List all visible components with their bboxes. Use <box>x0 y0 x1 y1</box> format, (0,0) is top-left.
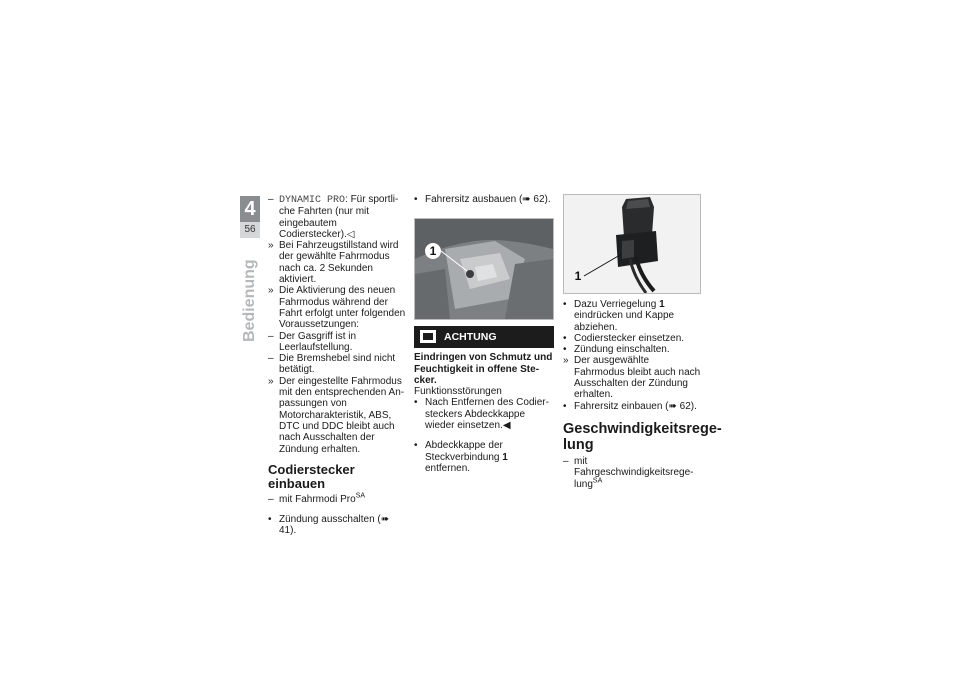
column-1 <box>268 194 406 537</box>
list-item: » Die Aktivierung des neuen Fahrmodus während der Fahrt erfolgt unter folgenden Voraussetzungen: <box>268 285 406 331</box>
list-item: – DYNAMIC PRO: Für sportliche Fahrten (nur mit eingebautem Codierstecker).◁ <box>268 194 399 240</box>
list-item: • Fahrersitz einbauen (➠ 62). <box>563 400 697 412</box>
list-item: • Zündung einschalten. <box>563 344 670 356</box>
chapter-number: 4 <box>240 196 260 222</box>
list-item: » Der eingestellte Fahrmodus mit den entsprechenden Anpassungen von Motorcharakteristik, ABS, DTC und DDC bleibt auch nach Ausschalten der Zündung erhalten. <box>268 375 405 455</box>
list-item: • Zündung ausschalten (➠ 41). <box>268 514 390 537</box>
page-number: 56 <box>240 222 260 238</box>
column-3 <box>563 194 722 490</box>
warning-title: Eindringen von Schmutz und Feuchtigkeit in offene Stecker. <box>414 352 553 386</box>
connector-photo <box>563 194 701 294</box>
list-item: – Die Bremshebel sind nicht betätigt. <box>268 353 396 376</box>
list-item: • Fahrersitz ausbauen (➠ 62). <box>414 194 551 205</box>
list-item: • Nach Entfernen des Codiersteckers Abdeckkappe wieder einsetzen.◀ <box>414 397 549 432</box>
warning-subtitle: Funktionsstörungen <box>414 386 502 398</box>
photo-illustration <box>415 219 553 319</box>
list-item: – mit Fahrmodi Pro$^{SA}$ <box>268 492 366 505</box>
list-item: • Codierstecker einsetzen. <box>563 332 685 344</box>
section-label: Bedienung <box>241 259 258 342</box>
mode-name: DYNAMIC PRO <box>279 195 346 206</box>
photo-callout: 1 <box>425 243 441 259</box>
list-item: » Der ausgewählte Fahrmodus bleibt auch nach Ausschalten der Zündung erhalten. <box>563 355 701 401</box>
list-item: – Der Gasgriff ist in Leerlaufstellung. <box>268 330 357 353</box>
warning-icon <box>420 330 436 343</box>
warning-banner: ACHTUNG <box>414 326 554 348</box>
column-2 <box>414 194 554 474</box>
motorcycle-seat-photo <box>414 218 554 320</box>
list-item: » Bei Fahrzeugstillstand wird der gewählte Fahrmodus nach ca. 2 Sekunden aktiviert. <box>268 240 399 286</box>
list-item: • Dazu Verriegelung 1 eindrücken und Kappe abziehen. <box>563 299 675 333</box>
list-item: • Abdeckkappe der Steckverbindung 1 entfernen. <box>414 440 508 474</box>
list-item: – mit Fahrgeschwindigkeitsregelung$^{SA}$ <box>563 455 694 490</box>
section-heading: Geschwindigkeitsregelung <box>563 420 722 453</box>
photo-callout: 1 <box>574 269 582 283</box>
section-heading: Codierstecker einbauen <box>268 461 355 491</box>
